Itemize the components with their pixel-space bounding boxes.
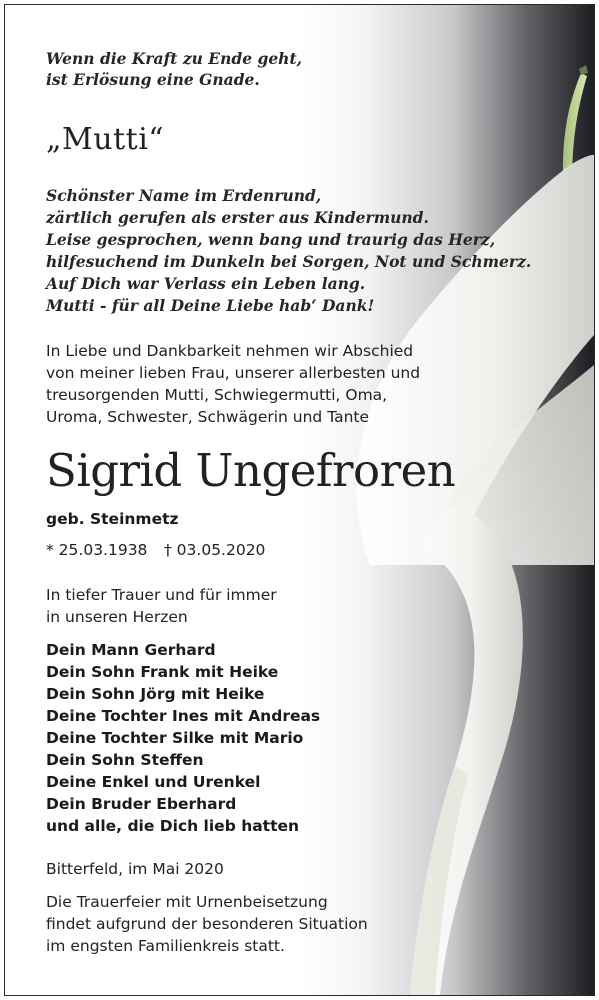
funeral-line: im engsten Familienkreis statt. [46,937,285,955]
mourner: Dein Sohn Jörg mit Heike [46,685,265,703]
mourner: Dein Sohn Frank mit Heike [46,663,279,681]
mourner: und alle, die Dich lieb hatten [46,817,300,835]
deceased-name: Sigrid Ungefroren [46,444,456,497]
place-date: Bitterfeld, im Mai 2020 [46,860,224,878]
poem-line: Mutti - für all Deine Liebe hab‘ Dank! [46,296,375,315]
grief-line: In tiefer Trauer und für immer [46,586,277,604]
grief-line: in unseren Herzen [46,608,188,626]
grief-text [46,584,277,628]
poem [46,185,531,317]
motto-line: ist Erlösung eine Gnade. [46,70,260,89]
funeral-line: findet aufgrund der besonderen Situation [46,915,368,933]
mourner: Dein Sohn Steffen [46,751,204,769]
funeral-notice [46,891,368,957]
intro-line: von meiner lieben Frau, unserer allerbesten und [46,364,421,382]
mourners-list [46,639,320,837]
intro-line: In Liebe und Dankbarkeit nehmen wir Abschied [46,342,414,360]
poem-line: Leise gesprochen, wenn bang und traurig das Herz, [46,230,496,249]
intro-line: Uroma, Schwester, Schwägerin und Tante [46,408,370,426]
death-date: † 03.05.2020 [164,541,266,559]
funeral-line: Die Trauerfeier mit Urnenbeisetzung [46,893,328,911]
intro-text [46,340,420,428]
birth-date: * 25.03.1938 [46,541,148,559]
motto [46,48,302,90]
birth-name: geb. Steinmetz [46,510,179,528]
poem-line: Schönster Name im Erdenrund, [46,186,322,205]
mourner: Deine Tochter Ines mit Andreas [46,707,321,725]
mourner: Dein Bruder Eberhard [46,795,237,813]
poem-line: Auf Dich war Verlass ein Leben lang. [46,274,366,293]
calla-lily-image [300,5,594,995]
poem-line: zärtlich gerufen als erster aus Kindermund. [46,208,429,227]
motto-line: Wenn die Kraft zu Ende geht, [46,49,302,68]
poem-line: hilfesuchend im Dunkeln bei Sorgen, Not und Schmerz. [46,252,532,271]
poem-title: „Mutti“ [46,122,165,157]
mourner: Deine Enkel und Urenkel [46,773,261,791]
mourner: Dein Mann Gerhard [46,641,216,659]
mourner: Deine Tochter Silke mit Mario [46,729,304,747]
intro-line: treusorgenden Mutti, Schwiegermutti, Oma, [46,386,388,404]
